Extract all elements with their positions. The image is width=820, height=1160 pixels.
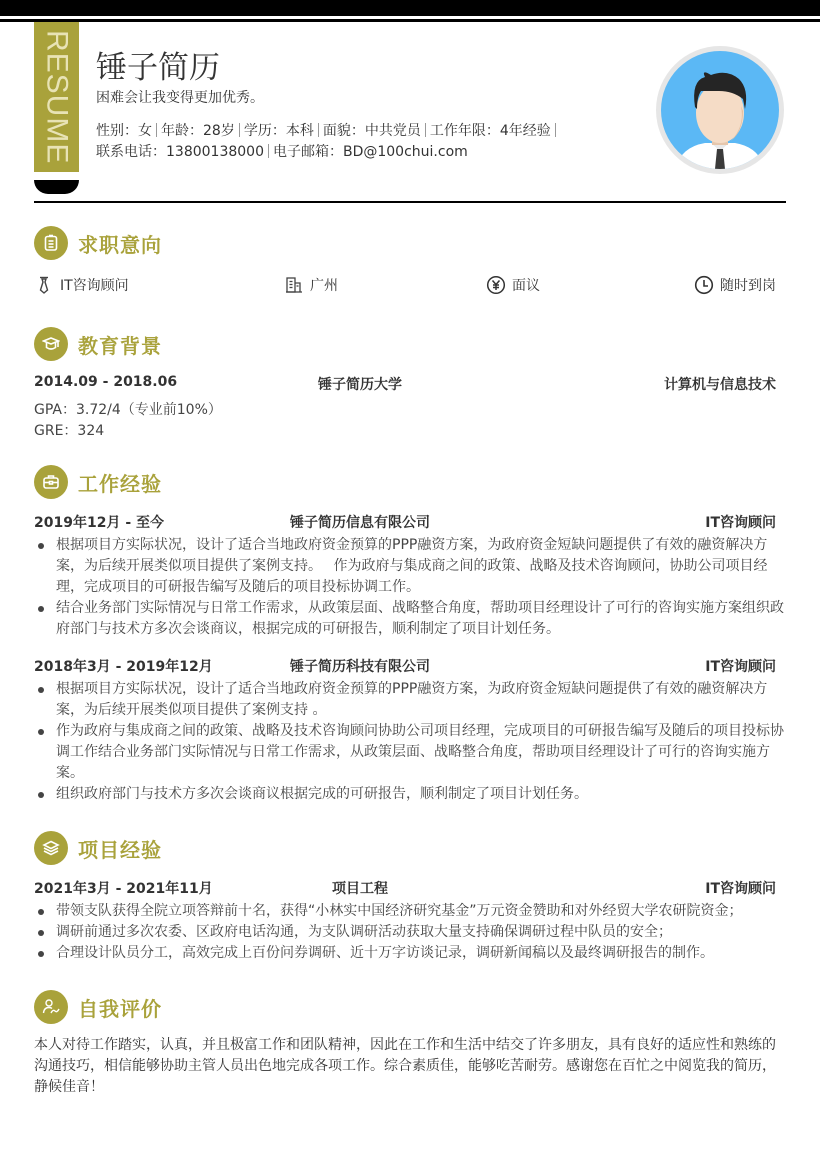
resume-tag-text: RESUME (40, 29, 74, 165)
list-item: 调研前通过多次农委、区政府电话沟通，为支队调研活动获取大量支持确保调研过程中队员的安全； (34, 922, 786, 943)
list-item: 根据项目方实际状况，设计了适合当地政府资金预算的PPP融资方案，为政府资金短缺问题提供了有效的融资解决方案，为后续开展类似项目提供了案例支持。 作为政府与集成商之间的政策、战略及技术咨询顾问，协助公司项目经理，完成项目的可研报告编写及随后的项目投标协调工作。 (34, 535, 786, 598)
clock-icon (694, 275, 714, 295)
section-title-education (34, 327, 162, 361)
male-avatar-icon (661, 51, 779, 169)
layers-icon (34, 831, 68, 865)
project-name: 项目工程 (332, 881, 388, 897)
avatar (656, 46, 784, 174)
basic-info-line-2 (96, 141, 468, 161)
list-item: 结合业务部门实际情况与日常工作需求，从政策层面、战略整合角度，帮助项目经理设计了可行的咨询实施方案组织政府部门与技术方多次会谈商议，根据完成的可研报告，顺利制定了项目计划任务。 (34, 598, 786, 640)
graduation-cap-icon (34, 327, 68, 361)
education-major: 计算机与信息技术 (664, 377, 776, 393)
info-age: 年龄：28岁 (161, 123, 235, 139)
section-title-self (34, 990, 162, 1024)
intent-row (34, 275, 786, 297)
building-icon (284, 275, 304, 295)
project-bullets (34, 901, 786, 964)
section-label: 工作经验 (78, 471, 162, 496)
motto: 困难会让我变得更加优秀。 (96, 90, 264, 106)
job-role: IT咨询顾问 (705, 659, 776, 675)
separator (156, 123, 157, 137)
intent-city (284, 275, 338, 295)
resume-tag (34, 22, 79, 172)
job-company: 锤子简历信息有限公司 (290, 515, 430, 531)
info-phone: 联系电话：13800138000 (96, 144, 264, 160)
intent-label: 面议 (512, 278, 540, 294)
list-item: 带领支队获得全院立项答辩前十名，获得“小林实中国经济研究基金”万元资金赞助和对外经贸大学农研院资金； (34, 901, 786, 922)
candidate-name: 锤子简历 (96, 50, 220, 86)
separator (555, 123, 556, 137)
project-period: 2021年3月 - 2021年11月 (34, 881, 213, 897)
section-label: 求职意向 (78, 232, 162, 257)
self-evaluation-text: 本人对待工作踏实，认真，并且极富工作和团队精神，因此在工作和生活中结交了许多朋友，具有良好的适应性和熟练的沟通技巧，相信能够协助主管人员出色地完成各项工作。综合素质佳，能够吃苦耐劳。感谢您在百忙之中阅览我的简历，静候佳音！ (34, 1037, 776, 1095)
job-bullets (34, 535, 786, 640)
clipboard-icon (34, 226, 68, 260)
job-role: IT咨询顾问 (705, 515, 776, 531)
info-experience: 工作年限：4年经验 (429, 123, 551, 139)
top-black-line (0, 19, 820, 22)
user-edit-icon (34, 990, 68, 1024)
basic-info-line-1 (96, 120, 560, 140)
intent-label: 随时到岗 (720, 278, 776, 294)
section-label: 教育背景 (78, 333, 162, 358)
education-header-row (34, 374, 776, 394)
info-gender: 性别：女 (96, 123, 152, 139)
briefcase-icon (34, 465, 68, 499)
separator (425, 123, 426, 137)
section-title-intent (34, 226, 162, 260)
education-school: 锤子简历大学 (318, 377, 402, 393)
education-gre: GRE：324 (34, 423, 105, 439)
info-email: 电子邮箱：BD@100chui.com (272, 144, 468, 160)
list-item: 作为政府与集成商之间的政策、战略及技术咨询顾问协助公司项目经理，完成项目的可研报告编写及随后的项目投标协调工作结合业务部门实际情况与日常工作需求，从政策层面、战略整合角度，帮助项目经理设计了可行的咨询实施方案。 (34, 721, 786, 784)
intent-label: 广州 (310, 278, 338, 294)
list-item: 合理设计队员分工，高效完成上百份问券调研、近十万字访谈记录，调研新闻稿以及最终调研报告的制作。 (34, 943, 786, 964)
section-label: 自我评价 (78, 996, 162, 1021)
separator (318, 123, 319, 137)
resume-tag-cap (34, 180, 79, 194)
education-gpa: GPA：3.72/4（专业前10%） (34, 402, 222, 418)
separator (239, 123, 240, 137)
header-divider (34, 201, 786, 203)
intent-availability (694, 275, 776, 295)
job-header-row (34, 512, 776, 532)
top-black-bar (0, 0, 820, 16)
intent-label: IT咨询顾问 (60, 278, 129, 294)
job-header-row (34, 656, 776, 676)
yen-icon (486, 275, 506, 295)
section-label: 项目经验 (78, 837, 162, 862)
section-title-work (34, 465, 162, 499)
intent-salary (486, 275, 540, 295)
separator (268, 144, 269, 158)
job-period: 2018年3月 - 2019年12月 (34, 659, 213, 675)
list-item: 组织政府部门与技术方多次会谈商议根据完成的可研报告，顺利制定了项目计划任务。 (34, 784, 786, 805)
intent-position (34, 275, 129, 295)
list-item: 根据项目方实际状况，设计了适合当地政府资金预算的PPP融资方案，为政府资金短缺问题提供了有效的融资解决方案，为后续开展类似项目提供了案例支持 。 (34, 679, 786, 721)
section-title-projects (34, 831, 162, 865)
job-company: 锤子简历科技有限公司 (290, 659, 430, 675)
job-bullets (34, 679, 786, 805)
education-period: 2014.09 - 2018.06 (34, 374, 178, 390)
project-role: IT咨询顾问 (705, 881, 776, 897)
job-period: 2019年12月 - 至今 (34, 515, 165, 531)
project-header-row (34, 878, 776, 898)
info-degree: 学历：本科 (243, 123, 314, 139)
tie-icon (34, 275, 54, 295)
info-political: 面貌：中共党员 (322, 123, 421, 139)
